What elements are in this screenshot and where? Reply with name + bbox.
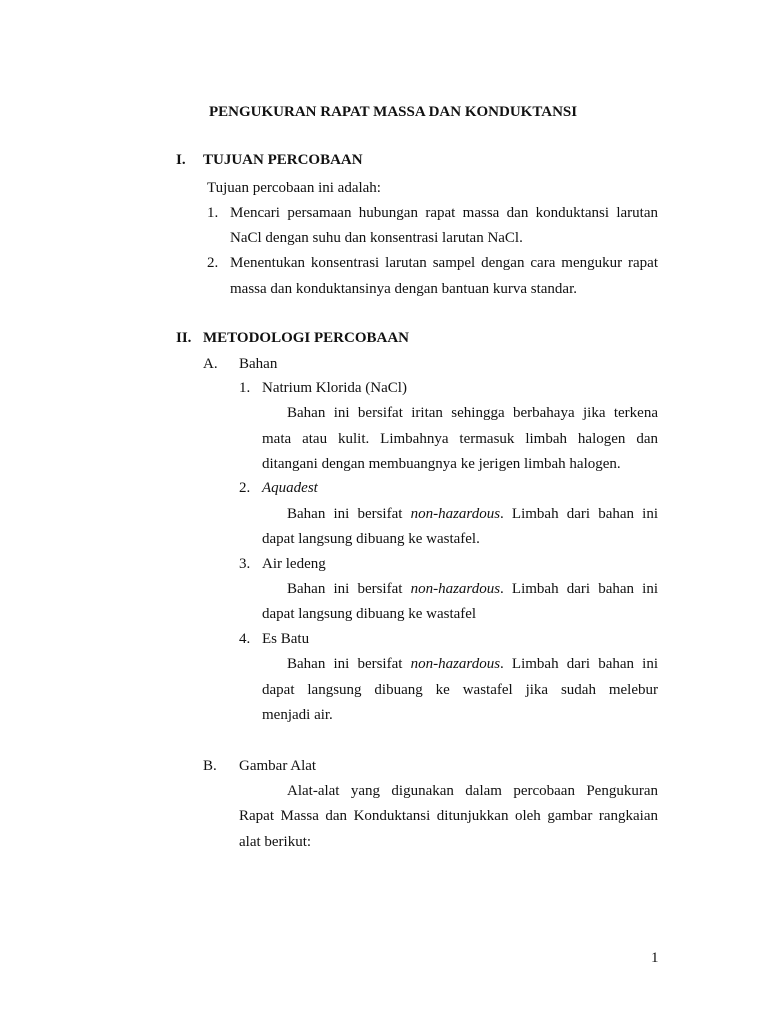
material-1-desc xyxy=(287,405,658,422)
material-4-desc xyxy=(287,656,658,673)
section-1-heading: TUJUAN PERCOBAAN xyxy=(203,152,363,168)
objective-1-text xyxy=(230,205,658,222)
material-4-desc2 xyxy=(262,682,658,699)
subsection-b-label: Gambar Alat xyxy=(239,758,317,774)
subsection-a-label: Bahan xyxy=(239,356,278,372)
material-1-line1: Bahan ini bersifat iritan sehingga berbahaya jika terkena xyxy=(287,405,658,421)
material-2-line2: dapat langsung dibuang ke wastafel. xyxy=(262,531,480,547)
material-2-desc xyxy=(287,506,658,523)
subsection-b-line3: alat berikut: xyxy=(239,834,312,850)
document-title: PENGUKURAN RAPAT MASSA DAN KONDUKTANSI xyxy=(209,104,578,120)
subsection-a-letter: A. xyxy=(203,356,218,372)
material-3-number: 3. xyxy=(239,556,251,572)
material-2-number: 2. xyxy=(239,480,251,496)
material-4-line3: menjadi air. xyxy=(262,707,333,723)
subsection-b-desc2 xyxy=(239,808,658,825)
material-1-line2: mata atau kulit. Limbahnya termasuk limbah halogen dan xyxy=(262,431,658,447)
material-3-line2: dapat langsung dibuang ke wastafel xyxy=(262,606,477,622)
section-1-number: I. xyxy=(176,152,186,168)
material-1-desc2 xyxy=(262,431,658,448)
material-4-name: Es Batu xyxy=(262,631,310,647)
subsection-b-line1: Alat-alat yang digunakan dalam percobaan Pengukuran xyxy=(287,783,658,799)
objective-2-text xyxy=(230,255,658,272)
section-1-intro: Tujuan percobaan ini adalah: xyxy=(207,180,381,196)
material-1-name: Natrium Klorida (NaCl) xyxy=(262,380,407,396)
page-number: 1 xyxy=(651,950,659,966)
objective-1-line1: Mencari persamaan hubungan rapat massa dan konduktansi larutan xyxy=(230,205,658,221)
material-2-name: Aquadest xyxy=(262,480,318,496)
objective-2-number: 2. xyxy=(207,255,219,271)
section-2-heading: METODOLOGI PERCOBAAN xyxy=(203,330,409,346)
material-1-number: 1. xyxy=(239,380,251,396)
material-2-line1: Bahan ini bersifat non-hazardous. Limbah dari bahan ini xyxy=(287,506,658,522)
subsection-b-desc xyxy=(287,783,658,800)
material-4-line2: dapat langsung dibuang ke wastafel jika sudah melebur xyxy=(262,682,658,698)
objective-1-number: 1. xyxy=(207,205,219,221)
material-3-name: Air ledeng xyxy=(262,556,326,572)
material-1-line3: ditangani dengan membuangnya ke jerigen limbah halogen. xyxy=(262,456,621,472)
subsection-b-line2: Rapat Massa dan Konduktansi ditunjukkan oleh gambar rangkaian xyxy=(239,808,658,824)
subsection-b-letter: B. xyxy=(203,758,217,774)
material-4-line1: Bahan ini bersifat non-hazardous. Limbah dari bahan ini xyxy=(287,656,658,672)
objective-1-line2: NaCl dengan suhu dan konsentrasi larutan NaCl. xyxy=(230,230,523,246)
material-3-line1: Bahan ini bersifat non-hazardous. Limbah dari bahan ini xyxy=(287,581,658,597)
objective-2-line2: massa dan konduktansinya dengan bantuan kurva standar. xyxy=(230,281,577,297)
section-2-number: II. xyxy=(176,330,192,346)
objective-2-line1: Menentukan konsentrasi larutan sampel dengan cara mengukur rapat xyxy=(230,255,658,271)
material-4-number: 4. xyxy=(239,631,251,647)
material-3-desc xyxy=(287,581,658,598)
